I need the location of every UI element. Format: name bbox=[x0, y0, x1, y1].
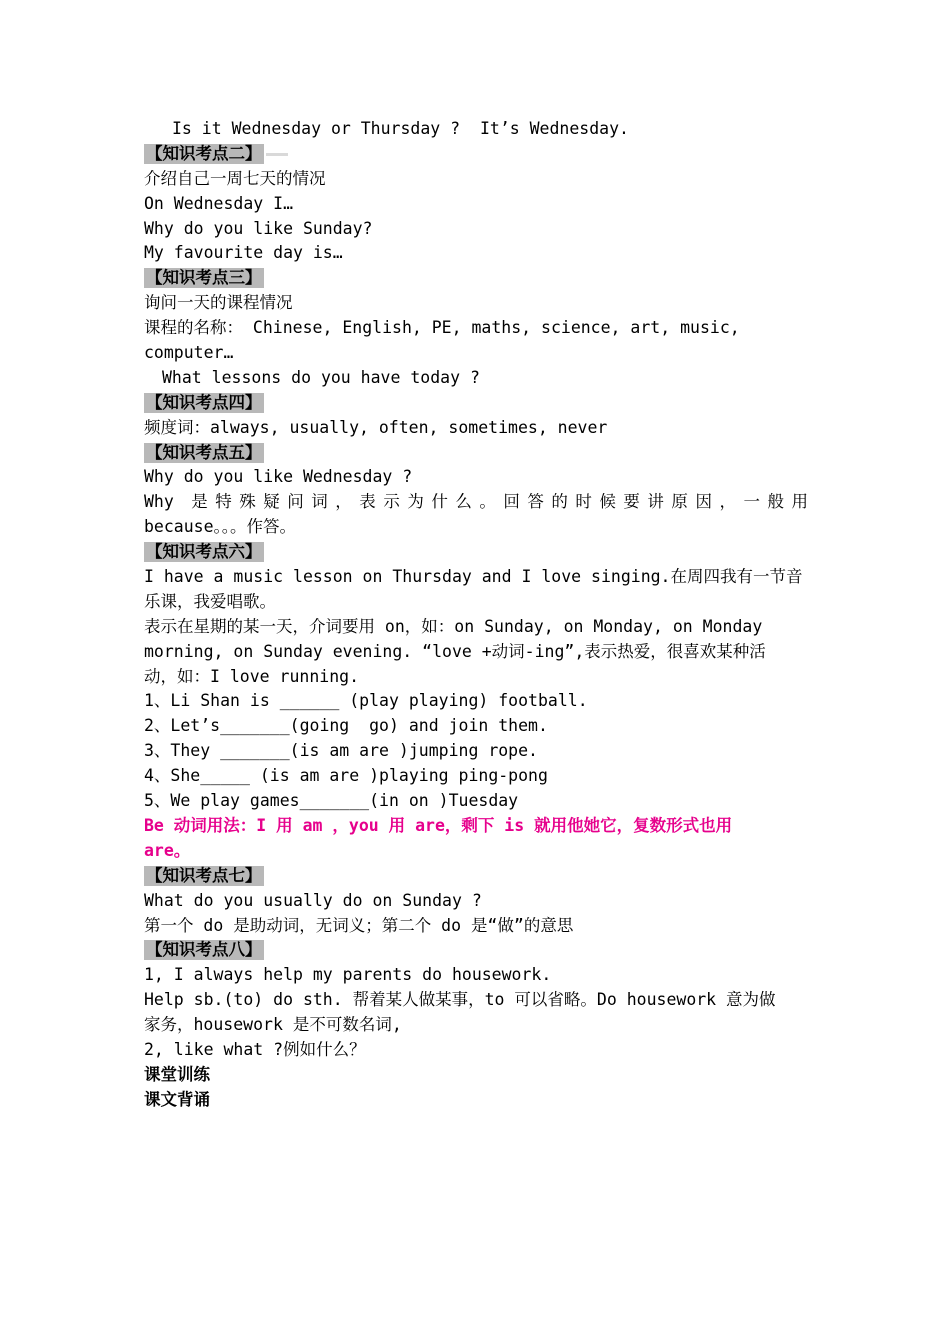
text-recitation-heading: 课文背诵 bbox=[144, 1089, 210, 1109]
heading-label: 【知识考点七】 bbox=[146, 865, 262, 885]
section-heading-4 bbox=[144, 391, 808, 416]
text-line: 课程的名称： Chinese, English, PE, maths, science, art, music, bbox=[144, 318, 740, 338]
class-practice-heading: 课堂训练 bbox=[144, 1064, 210, 1084]
text-line: morning, on Sunday evening. “love +动词-ing”,表示热爱，很喜欢某种活 bbox=[144, 641, 766, 661]
section-heading-5 bbox=[144, 441, 808, 466]
document-body bbox=[144, 117, 808, 1113]
heading-label: 【知识考点八】 bbox=[146, 940, 262, 960]
exercise-item: 4、She_____ (is am are )playing ping-pong bbox=[144, 766, 548, 786]
exercise-item: 3、They _______(is am are )jumping rope. bbox=[144, 741, 538, 761]
text-line: 2, like what ?例如什么？ bbox=[144, 1039, 366, 1059]
text-line: because。。。作答。 bbox=[144, 517, 297, 537]
heading-label: 【知识考点四】 bbox=[146, 392, 262, 412]
heading-mark bbox=[266, 153, 288, 156]
text-line: 1, I always help my parents do housework. bbox=[144, 965, 552, 985]
heading-label: 【知识考点五】 bbox=[146, 442, 262, 462]
exercise-item: 5、We play games_______(in on )Tuesday bbox=[144, 791, 519, 811]
text-line: My favourite day is… bbox=[144, 243, 343, 263]
text-line: Why do you like Sunday? bbox=[144, 218, 373, 238]
text-line: Why 是特殊疑问词，表示为什么。回答的时候要讲原因，一般用 bbox=[144, 492, 808, 512]
text-line: What do you usually do on Sunday ? bbox=[144, 890, 482, 910]
section-heading-7 bbox=[144, 864, 808, 889]
heading-label: 【知识考点六】 bbox=[146, 542, 262, 562]
section-heading-6 bbox=[144, 540, 808, 565]
exercise-item: 1、Li Shan is ______ (play playing) football. bbox=[144, 691, 588, 711]
text-line: computer… bbox=[144, 343, 234, 363]
section-heading-3 bbox=[144, 266, 808, 291]
text-line: 第一个 do 是助动词，无词义；第二个 do 是“做”的意思 bbox=[144, 915, 574, 935]
text-line: 表示在星期的某一天，介词要用 on，如：on Sunday, on Monday, on Monday bbox=[144, 616, 763, 636]
text-line: 动，如：I love running. bbox=[144, 666, 360, 686]
text-line: Is it Wednesday or Thursday ? It’s Wednesday. bbox=[172, 119, 629, 138]
be-verb-rule: Be 动词用法：I 用 am ，you 用 are，剩下 is 就用他她它，复数形式也用 bbox=[144, 815, 733, 835]
text-line: 频度词：always, usually, often, sometimes, never bbox=[144, 417, 608, 437]
text-line: Why do you like Wednesday ? bbox=[144, 467, 413, 487]
section-heading-2 bbox=[144, 142, 808, 167]
text-line: What lessons do you have today ? bbox=[162, 367, 480, 387]
be-verb-rule-cont: are。 bbox=[144, 840, 191, 860]
text-line: 介绍自己一周七天的情况 bbox=[144, 168, 326, 188]
text-line: On Wednesday I… bbox=[144, 193, 294, 213]
exercise-item: 2、Let’s_______(going go) and join them. bbox=[144, 716, 548, 736]
text-line: I have a music lesson on Thursday and I love singing.在周四我有一节音 bbox=[144, 567, 803, 587]
section-heading-8 bbox=[144, 938, 808, 963]
text-line: 询问一天的课程情况 bbox=[144, 293, 293, 313]
text-line: Help sb.(to) do sth. 帮着某人做某事，to 可以省略。Do housework 意为做 bbox=[144, 990, 776, 1010]
text-line: 乐课，我爱唱歌。 bbox=[144, 591, 276, 611]
heading-label: 【知识考点三】 bbox=[146, 268, 262, 288]
heading-label: 【知识考点二】 bbox=[146, 143, 262, 163]
text-line: 家务，housework 是不可数名词, bbox=[144, 1015, 402, 1035]
